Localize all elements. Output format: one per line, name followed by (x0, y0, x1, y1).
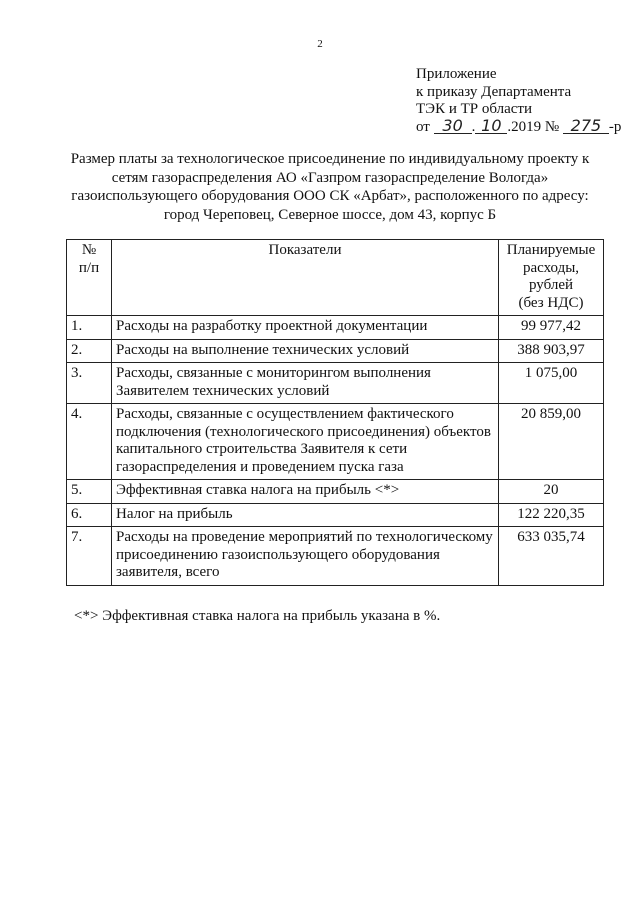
date-prefix: от (416, 118, 430, 135)
row-indicator: Расходы, связанные с мониторингом выполнения Заявителем технических условий (112, 363, 499, 404)
order-suffix: -р (608, 118, 622, 135)
row-num: 3. (67, 363, 112, 404)
row-num: 2. (67, 339, 112, 363)
row-indicator: Расходы на разработку проектной документации (112, 316, 499, 340)
table-row (67, 503, 604, 527)
row-num: 4. (67, 404, 112, 480)
table-row (67, 480, 604, 504)
table-header-row (67, 240, 604, 316)
table-row (67, 339, 604, 363)
title-line-1: Размер платы за технологическое присоединение по индивидуальному проекту к (70, 151, 590, 167)
footnote: <*> Эффективная ставка налога на прибыль указана в %. (74, 608, 441, 624)
handwritten-day: 30 (434, 119, 472, 134)
row-cost: 388 903,97 (499, 339, 604, 363)
header-indicator: Показатели (112, 240, 499, 316)
table-row (67, 404, 604, 480)
cost-table (66, 239, 604, 586)
document-title (60, 150, 600, 224)
row-cost: 633 035,74 (499, 527, 604, 586)
row-num: 5. (67, 480, 112, 504)
row-cost: 20 (499, 480, 604, 504)
row-indicator: Расходы на проведение мероприятий по технологическому присоединению газоиспользующего оборудования заявителя, всего (112, 527, 499, 586)
header-num: № п/п (67, 240, 112, 316)
row-indicator: Расходы на выполнение технических условий (112, 339, 499, 363)
order-date-line: от 30 . 10 .2019 № 275 -р (416, 115, 622, 135)
appendix-line-1: Приложение (416, 66, 497, 82)
table-row (67, 316, 604, 340)
table-row (67, 363, 604, 404)
table-row (67, 527, 604, 586)
row-num: 1. (67, 316, 112, 340)
row-num: 6. (67, 503, 112, 527)
appendix-block (416, 66, 621, 136)
appendix-line-3: ТЭК и ТР области (416, 101, 532, 117)
row-cost: 1 075,00 (499, 363, 604, 404)
appendix-line-2: к приказу Департамента (416, 83, 572, 100)
date-year: .2019 № (507, 118, 560, 135)
row-num: 7. (67, 527, 112, 586)
handwritten-month: 10 (475, 119, 507, 134)
header-cost: Планируемые расходы, рублей (без НДС) (499, 240, 604, 316)
page-number: 2 (317, 38, 323, 50)
title-line-2: сетям газораспределения АО «Газпром газораспределение Вологда» (111, 169, 549, 186)
row-indicator: Эффективная ставка налога на прибыль <*> (112, 480, 499, 504)
title-line-4: город Череповец, Северное шоссе, дом 43, корпус Б (163, 206, 497, 223)
handwritten-order-number: 275 (563, 119, 609, 134)
row-cost: 20 859,00 (499, 404, 604, 480)
row-cost: 99 977,42 (499, 316, 604, 340)
title-line-3: газоиспользующего оборудования ООО СК «Арбат», расположенного по адресу: (71, 188, 589, 204)
row-indicator: Налог на прибыль (112, 503, 499, 527)
row-cost: 122 220,35 (499, 503, 604, 527)
row-indicator: Расходы, связанные с осуществлением фактического подключения (технологического присоединения) объектов капитального строительства Заявителя к сети газораспределения и проведением пуска газа (112, 404, 499, 480)
